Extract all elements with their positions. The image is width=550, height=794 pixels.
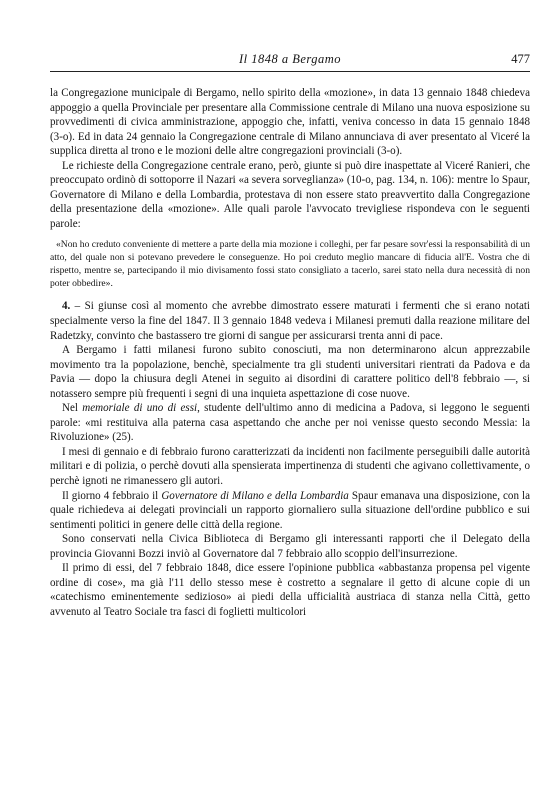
italic-text: Governatore di Milano e della Lombardia bbox=[161, 489, 349, 502]
running-title: Il 1848 a Bergamo bbox=[238, 52, 342, 66]
paragraph bbox=[50, 489, 530, 533]
paragraph: I mesi di gennaio e di febbraio furono caratterizzati da incidenti non facilmente perseguibili dalle autorità militari e di polizia, o perchè dovuti alla spensierata impertinenza di studenti che agivano collettivamente, o perchè ignoti ne rimanessero gli autori. bbox=[50, 445, 530, 488]
paragraph-text: Il giorno 4 febbraio il bbox=[62, 489, 162, 502]
paragraph-text: Spaur emanava una disposizione, con la quale richiedeva ai delegati provinciali un rapporto giornaliero sulla situazione dell'ordine pubblico e sui sentimenti politici in genere delle città della regione. bbox=[50, 489, 530, 531]
body-text bbox=[50, 86, 530, 620]
paragraph-text: , studente dell'ultimo anno di medicina a Padova, si leggono le seguenti parole: «mi restituiva alla paterna casa aspettando che anche per noi venisse questo secondo Messia: la Rivoluzione» (25). bbox=[50, 402, 530, 444]
block-quote: «Non ho creduto conveniente di mettere a parte della mia mozione i colleghi, per far pesare sovr'essi la responsabilità di un atto, del quale non si potevano prevedere le conseguenze. Ho poi creduto meglio mancare di fiducia all'E. Vostra che di rispetto, mentre se, partecipando il mio divisamento fossi stato consigliato a tacerlo, sarei stato nella dura necessità di non poter obbedire». bbox=[50, 239, 530, 290]
section-number: 4. bbox=[62, 300, 71, 313]
paragraph-text: – Si giunse così al momento che avrebbe dimostrato essere maturati i fermenti che si erano notati specialmente verso la fine del 1847. Il 3 gennaio 1848 vedeva i Milanesi premuti dalla reazione militare del Radetzky, convinto che bastassero tre giorni di sangue per assicurarsi trenta anni di pace. bbox=[50, 300, 530, 342]
paragraph-text: Nel bbox=[62, 402, 83, 415]
paragraph: A Bergamo i fatti milanesi furono subito conosciuti, ma non determinarono alcun apprezzabile movimento tra la popolazione, benchè, specialmente tra gli studenti universitari rientrati da Padova e da Pavia — dopo la chiusura degli Atenei in seguito ai disordini di carattere politico dell'8 febbraio —, si notassero sempre più frequenti i segni di una inquieta aspettazione di cose nuove. bbox=[50, 344, 530, 400]
paragraph: Il primo di essi, del 7 febbraio 1848, dice essere l'opinione pubblica «abbastanza propensa pel vigente ordine di cose», ma già l'11 dello stesso mese è costretto a segnalare il getto di alcune copie di un «catechismo eminentemente sedizioso» ai piedi della ufficialità austriaca di stanza nella Città, getto avvenuto al Teatro Sociale tra fasci di foglietti multicolori bbox=[50, 562, 530, 618]
paragraph: la Congregazione municipale di Bergamo, nello spirito della «mozione», in data 13 gennaio 1848 chiedeva appoggio a quella Provinciale per presentare alla Commissione centrale di Milano una nuova esposizione su provvedimenti di civica amministrazione, appoggio che, infatti, veniva concesso in data 15 gennaio 1848 (3-o). Ed in data 24 gennaio la Congregazione centrale di Milano annunciava di aver presentato al Viceré la supplica diretta al trono e le mozioni delle altre congregazioni provinciali (3-o). bbox=[50, 87, 530, 158]
page-number: 477 bbox=[511, 52, 530, 66]
italic-text: memoriale di uno di essi bbox=[82, 402, 198, 415]
header-rule bbox=[50, 71, 530, 72]
paragraph: Sono conservati nella Civica Biblioteca di Bergamo gli interessanti rapporti che il Delegato della provincia Giovanni Bozzi inviò al Governatore dal 7 febbraio allo scoppio dell'insurrezione. bbox=[50, 533, 530, 560]
section-paragraph bbox=[50, 299, 530, 343]
page-header bbox=[50, 52, 530, 70]
paragraph bbox=[50, 401, 530, 445]
paragraph: Le richieste della Congregazione centrale erano, però, giunte si può dire inaspettate al Viceré Ranieri, che preoccupato ordinò di sottoporre il Nazari «a severa sorveglianza» (10-o, pag. 134, n. 106): mentre lo Spaur, Governatore di Milano e della Lombardia, protestava di non essere stato preavvertito dalla Congregazione della presentazione della «mozione». Alle quali parole l'avvocato trevigliese rispondeva con le seguenti parole: bbox=[50, 159, 530, 230]
